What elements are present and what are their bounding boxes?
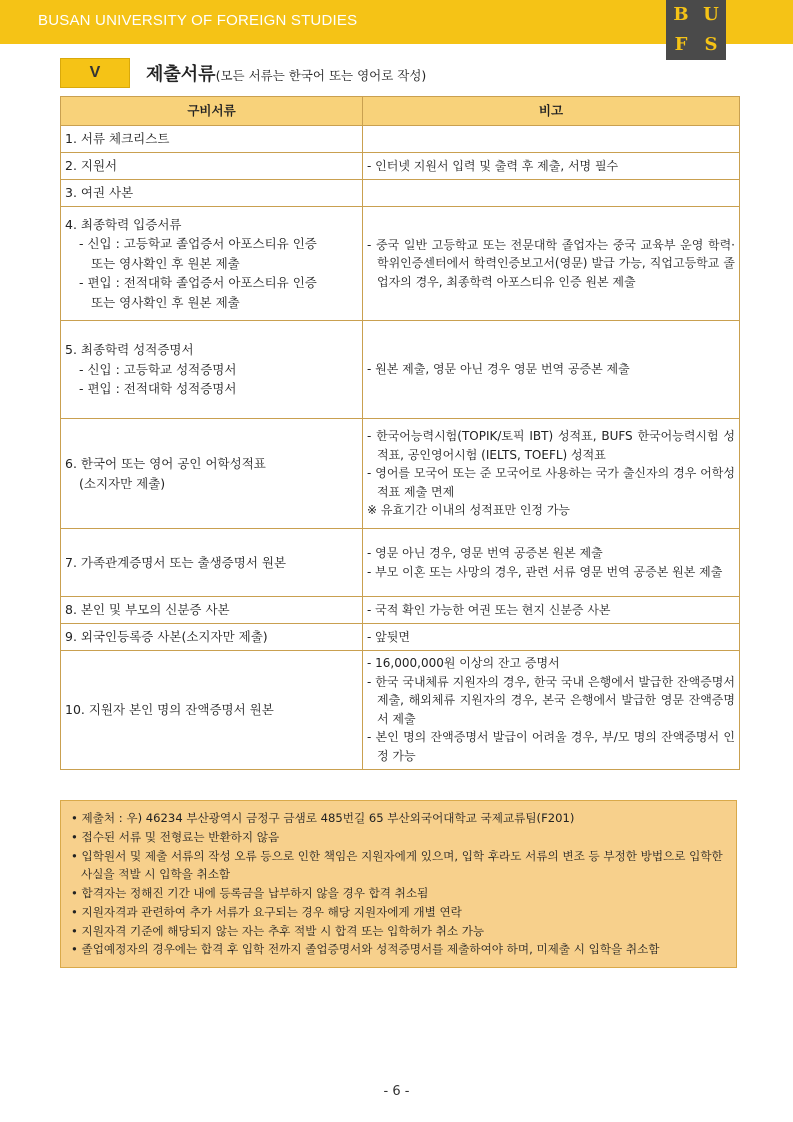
logo-letter: B [673,4,689,25]
note-cell [363,321,740,419]
note-cell [363,651,740,770]
doc-subitem: - 편입 : 전적대학 졸업증서 아포스티유 인증 [79,275,317,291]
note-text: - 영어를 모국어 또는 준 모국어로 사용하는 국가 출신자의 경우 어학성적표 제출 면제 [367,466,735,499]
table-row [61,207,740,321]
notice-box [60,800,737,968]
doc-text: 8. 본인 및 부모의 신분증 사본 [65,602,230,618]
logo-letter: U [703,4,719,25]
note-text: - 국적 확인 가능한 여권 또는 현지 신분증 사본 [367,602,611,617]
note-cell [363,624,740,651]
table-row [61,321,740,419]
section-number: V [60,58,130,88]
logo-letter: S [704,34,718,55]
logo-letter: F [674,34,688,55]
note-text: - 16,000,000원 이상의 잔고 증명서 [367,656,560,670]
table-row [61,180,740,207]
note-text: - 영문 아닌 경우, 영문 번역 공증본 원본 제출 [367,545,603,560]
doc-text: 3. 여권 사본 [65,185,134,201]
doc-text: 9. 외국인등록증 사본(소지자만 제출) [65,629,268,645]
section-heading [60,58,740,88]
doc-cell [61,180,363,207]
header-remarks: 비고 [363,97,740,126]
section-title [146,60,426,86]
notice-item: • 졸업예정자의 경우에는 합격 후 입학 전까지 졸업증명서와 성적증명서를 제출하여야 하며, 미제출 시 입학을 취소함 [71,942,660,957]
doc-subitem: - 신입 : 고등학교 성적증명서 [79,361,237,377]
note-cell [363,153,740,180]
doc-subitem: 또는 영사확인 후 원본 제출 [91,255,240,271]
notice-item: • 합격자는 정해진 기간 내에 등록금을 납부하지 않을 경우 합격 취소됨 [71,886,429,901]
table-row [61,624,740,651]
note-text: - 중국 일반 고등학교 또는 전문대학 졸업자는 중국 교육부 운영 학력·학위인증센터에서 학력인증보고서(영문) 발급 가능, 직업고등학교 졸업자의 경우, 최종학력 아포스티유 인증 원본 제출 [367,237,735,289]
note-cell [363,180,740,207]
doc-cell [61,207,363,321]
doc-subitem: - 편입 : 전적대학 성적증명서 [79,381,237,397]
note-text: - 본인 명의 잔액증명서 발급이 어려울 경우, 부/모 명의 잔액증명서 인정 가능 [367,730,735,763]
notice-item: • 지원자격과 관련하여 추가 서류가 요구되는 경우 해당 지원자에게 개별 연락 [71,904,462,919]
table-header-row [61,97,740,126]
notice-item: • 지원자격 기준에 해당되지 않는 자는 추후 적발 시 합격 또는 입학허가 취소 가능 [71,923,485,938]
table-row [61,529,740,597]
note-text: - 인터넷 지원서 입력 및 출력 후 제출, 서명 필수 [367,158,619,173]
doc-cell [61,153,363,180]
note-cell [363,126,740,153]
header-documents: 구비서류 [61,97,363,126]
doc-text: 1. 서류 체크리스트 [65,131,170,147]
doc-subitem: - 신입 : 고등학교 졸업증서 아포스티유 인증 [79,236,317,252]
notice-item: • 제출처 : 우) 46234 부산광역시 금정구 금샘로 485번길 65 부산외국어대학교 국제교류팀(F201) [71,811,575,825]
doc-cell [61,126,363,153]
doc-text: 4. 최종학력 입증서류 [65,217,182,233]
doc-subitem: (소지자만 제출) [79,475,166,491]
doc-cell [61,529,363,597]
page-number: - 6 - [383,1084,410,1099]
note-text: - 원본 제출, 영문 아닌 경우 영문 번역 공증본 제출 [367,362,630,377]
note-cell [363,529,740,597]
table-row [61,419,740,529]
doc-cell [61,624,363,651]
note-text: - 한국어능력시험(TOPIK/토픽 IBT) 성적표, BUFS 한국어능력시험 성적표, 공인영어시험 (IELTS, TOEFL) 성적표 [367,429,735,462]
doc-text: 6. 한국어 또는 영어 공인 어학성적표 [65,456,266,472]
section-subtitle: (모든 서류는 한국어 또는 영어로 작성) [215,68,427,83]
university-name: BUSAN UNIVERSITY OF FOREIGN STUDIES [38,12,358,29]
note-text: ※ 유효기간 이내의 성적표만 인정 가능 [367,503,571,518]
table-row [61,651,740,770]
documents-table [60,96,740,770]
note-text: - 앞뒷면 [367,629,410,644]
doc-cell [61,419,363,529]
table-row [61,153,740,180]
note-text: - 한국 국내체류 지원자의 경우, 한국 국내 은행에서 발급한 잔액증명서 제출, 해외체류 지원자의 경우, 본국 은행에서 발급한 영문 잔액증명서 제출 [367,674,735,726]
bufs-logo [666,0,726,60]
note-cell [363,207,740,321]
note-cell [363,419,740,529]
doc-subitem: 또는 영사확인 후 원본 제출 [91,294,240,310]
doc-text: 5. 최종학력 성적증명서 [65,342,194,358]
table-row [61,597,740,624]
doc-text: 2. 지원서 [65,158,118,174]
doc-text: 7. 가족관계증명서 또는 출생증명서 원본 [65,554,287,570]
doc-cell [61,597,363,624]
doc-cell [61,321,363,419]
note-cell [363,597,740,624]
section-title-text: 제출서류 [146,64,216,85]
table-row [61,126,740,153]
note-text: - 부모 이혼 또는 사망의 경우, 관련 서류 영문 번역 공증본 원본 제출 [367,564,723,579]
doc-text: 10. 지원자 본인 명의 잔액증명서 원본 [65,702,274,718]
doc-cell [61,651,363,770]
notice-item: • 접수된 서류 및 전형료는 반환하지 않음 [71,829,280,844]
notice-item: • 입학원서 및 제출 서류의 작성 오류 등으로 인한 책임은 지원자에게 있으며, 입학 후라도 서류의 변조 등 부정한 방법으로 입학한 사실을 적발 시 입학을 취소함 [71,848,723,882]
